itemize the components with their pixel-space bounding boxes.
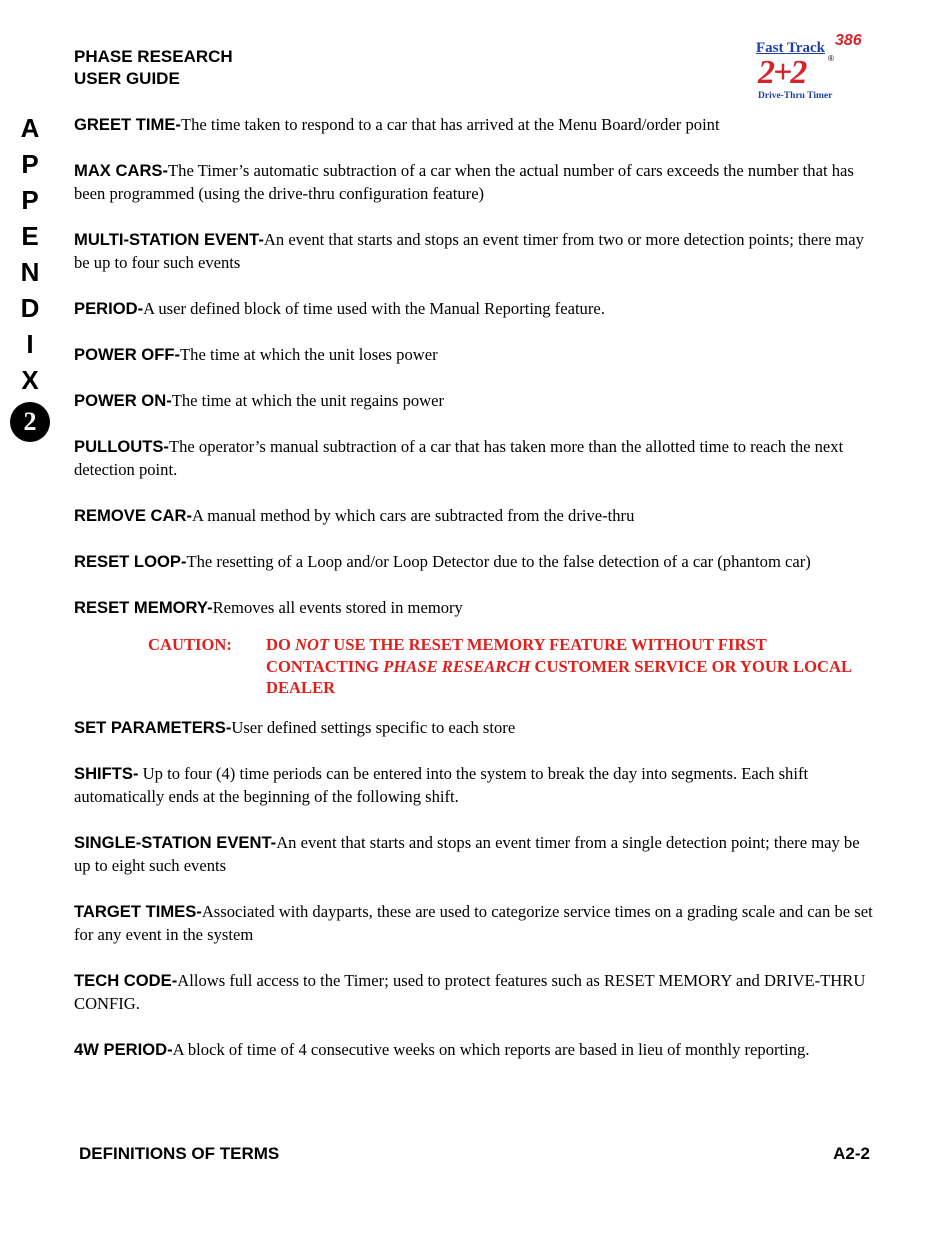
header-doc-type: USER GUIDE: [74, 69, 180, 88]
header-company: PHASE RESEARCH: [74, 47, 233, 66]
definition-text: A manual method by which cars are subtracted from the drive-thru: [192, 506, 635, 525]
definition-text: A block of time of 4 consecutive weeks on which reports are based in lieu of monthly reporting.: [172, 1039, 810, 1059]
definition-term: SET PARAMETERS-: [74, 717, 232, 737]
definition-term: TECH CODE-: [74, 970, 178, 990]
definition-term: POWER OFF-: [74, 345, 181, 364]
definition-item: [74, 831, 874, 877]
definition-item: [74, 435, 874, 481]
definition-item: [74, 504, 874, 527]
fast-track-logo: [752, 32, 872, 104]
definition-term: POWER ON-: [74, 391, 172, 410]
definition-text: The Timer’s automatic subtraction of a car when the actual number of cars exceeds the number that has been programmed (using the drive-thru configuration feature): [74, 161, 854, 203]
caution-emphasis: NOT: [295, 635, 330, 654]
definition-text: Up to four (4) time periods can be entered into the system to break the day into segments. Each shift automatically ends at the beginning of the following shift.: [74, 763, 809, 806]
side-letter: D: [20, 293, 40, 323]
definition-text: User defined settings specific to each store: [231, 717, 516, 737]
caution-label: CAUTION:: [148, 635, 232, 654]
definition-term: RESET LOOP-: [74, 552, 187, 571]
definition-term: RESET MEMORY-: [74, 598, 213, 617]
caution-emphasis: PHASE RESEARCH: [383, 656, 531, 676]
definition-text: Allows full access to the Timer; used to protect features such as RESET MEMORY and DRIVE-THRU CONFIG.: [74, 970, 866, 1013]
definition-term: MULTI-STATION EVENT-: [74, 230, 264, 249]
logo-brand: Fast Track: [756, 40, 826, 56]
definition-text: An event that starts and stops an event timer from a single detection point; there may be up to eight such events: [74, 832, 860, 875]
side-letter: P: [21, 185, 39, 215]
definition-item: [74, 716, 874, 739]
definition-term: GREET TIME-: [74, 115, 181, 134]
definition-item: [74, 343, 874, 366]
caution-text-part: DO: [266, 635, 296, 654]
caution-notice: [148, 634, 874, 699]
definition-text: The time taken to respond to a car that has arrived at the Menu Board/order point: [180, 115, 720, 134]
definition-term: PERIOD-: [74, 299, 144, 318]
side-letter: I: [26, 329, 34, 359]
definition-term: REMOVE CAR-: [74, 506, 193, 525]
logo-model: 2+2: [758, 54, 806, 91]
caution-text: [266, 634, 866, 699]
definition-term: PULLOUTS-: [74, 437, 169, 456]
definition-item: [74, 762, 874, 808]
definition-item: [74, 900, 874, 946]
footer-section-title: DEFINITIONS OF TERMS: [79, 1144, 280, 1163]
definition-item: [74, 550, 874, 573]
document-header: [74, 46, 233, 90]
side-letter: A: [20, 113, 40, 143]
side-letter: E: [21, 221, 39, 251]
side-letter: X: [21, 365, 39, 395]
definition-text: The resetting of a Loop and/or Loop Detector due to the false detection of a car (phantom car): [186, 552, 811, 571]
caution-text-part: USE THE RESET MEMORY FEATURE WITHOUT FIRST CONTACTING: [266, 635, 767, 676]
definition-item: [74, 113, 874, 136]
definition-item: [74, 159, 874, 205]
logo-model-number: 386: [835, 32, 862, 49]
definition-item: [74, 389, 874, 412]
definition-term: SHIFTS-: [74, 763, 139, 783]
definition-term: SINGLE-STATION EVENT-: [74, 832, 277, 852]
definition-text: The time at which the unit loses power: [180, 345, 438, 364]
logo-registered-mark: ®: [828, 54, 834, 63]
definition-term: TARGET TIMES-: [74, 901, 202, 921]
side-letter: P: [21, 149, 39, 179]
definition-item: [74, 596, 874, 619]
definitions-list: [74, 113, 874, 1084]
definition-text: The time at which the unit regains power: [171, 391, 445, 410]
definition-item: [74, 969, 874, 1015]
side-letter: N: [20, 257, 40, 287]
definition-item: [74, 1038, 874, 1061]
logo-tagline: Drive-Thru Timer: [758, 91, 833, 101]
caution-text-part: CUSTOMER SERVICE OR YOUR LOCAL DEALER: [266, 656, 852, 697]
definition-term: MAX CARS-: [74, 161, 169, 180]
definition-item: [74, 228, 874, 274]
definition-item: [74, 297, 874, 320]
definition-text: A user defined block of time used with the Manual Reporting feature.: [143, 299, 605, 318]
definition-term: 4W PERIOD-: [74, 1039, 173, 1059]
appendix-number-badge: 2: [10, 402, 50, 442]
definition-text: An event that starts and stops an event timer from two or more detection points; there may be up to four such events: [74, 230, 864, 272]
definition-text: Removes all events stored in memory: [212, 598, 463, 617]
appendix-side-tab: [10, 110, 50, 442]
definition-text: The operator’s manual subtraction of a car that has taken more than the allotted time to reach the next detection point.: [74, 437, 844, 479]
definition-text: Associated with dayparts, these are used to categorize service times on a grading scale and can be set for any event in the system: [74, 901, 873, 944]
footer-page-number: A2-2: [833, 1144, 870, 1163]
